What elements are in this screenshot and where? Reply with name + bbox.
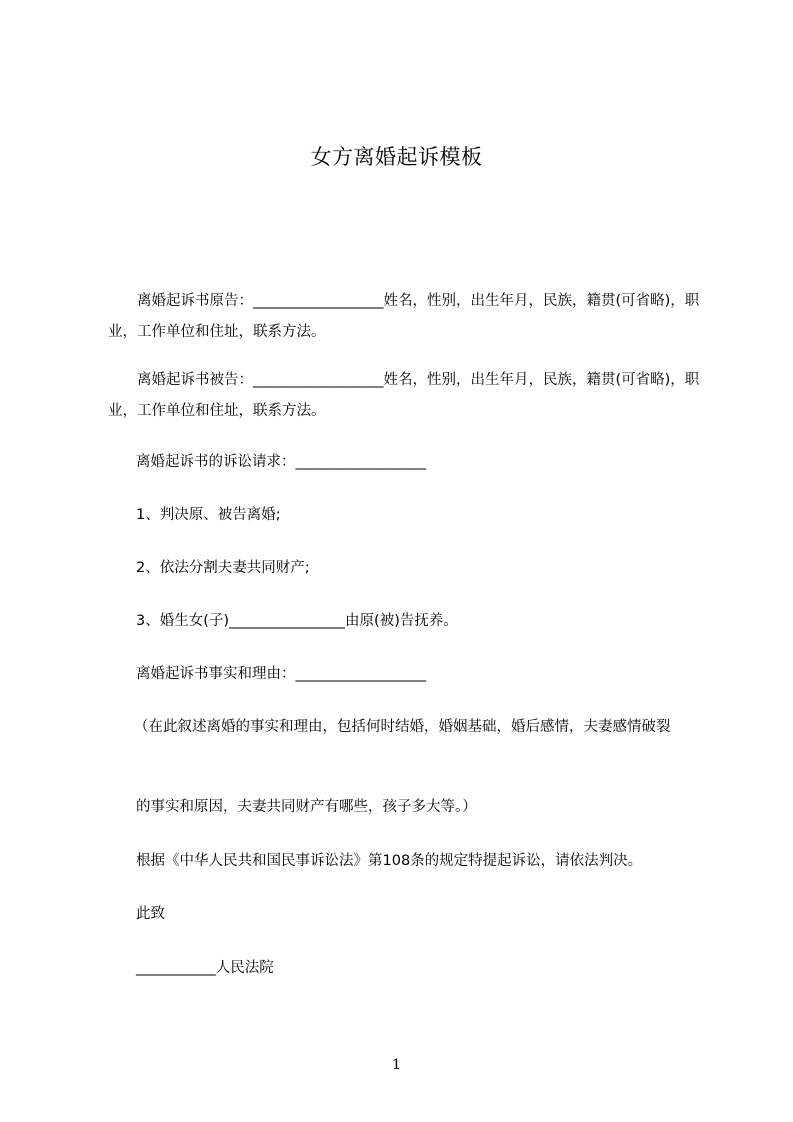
facts-heading: 离婚起诉书事实和理由：__________________ xyxy=(136,666,426,682)
claim-item-2: 2、依法分割夫妻共同财产; xyxy=(136,560,310,576)
page-number: 1 xyxy=(392,1057,401,1073)
plaintiff-paragraph: 离婚起诉书原告：__________________姓名，性别，出生年月，民族，籍贯(可省略)，职业，工作单位和住址，联系方法。 xyxy=(108,293,700,340)
claim-item-1: 1、判决原、被告离婚; xyxy=(136,507,281,523)
facts-instruction-part1: （在此叙述离婚的事实和理由，包括何时结婚，婚姻基础，婚后感情，夫妻感情破裂 xyxy=(134,719,671,735)
defendant-paragraph: 离婚起诉书被告：__________________姓名，性别，出生年月，民族，籍贯(可省略)，职业，工作单位和住址，联系方法。 xyxy=(108,372,700,419)
document-title: 女方离婚起诉模板 xyxy=(310,145,483,169)
court-line: ___________人民法院 xyxy=(136,960,274,976)
legal-basis: 根据《中华人民共和国民事诉讼法》第108条的规定特提起诉讼，请依法判决。 xyxy=(136,853,643,869)
facts-instruction-part2: 的事实和原因，夫妻共同财产有哪些，孩子多大等。） xyxy=(136,799,477,815)
claims-heading: 离婚起诉书的诉讼请求：__________________ xyxy=(136,454,426,470)
claim-item-3: 3、婚生女(子)________________由原(被)告抚养。 xyxy=(136,613,458,629)
salutation: 此致 xyxy=(136,906,165,922)
